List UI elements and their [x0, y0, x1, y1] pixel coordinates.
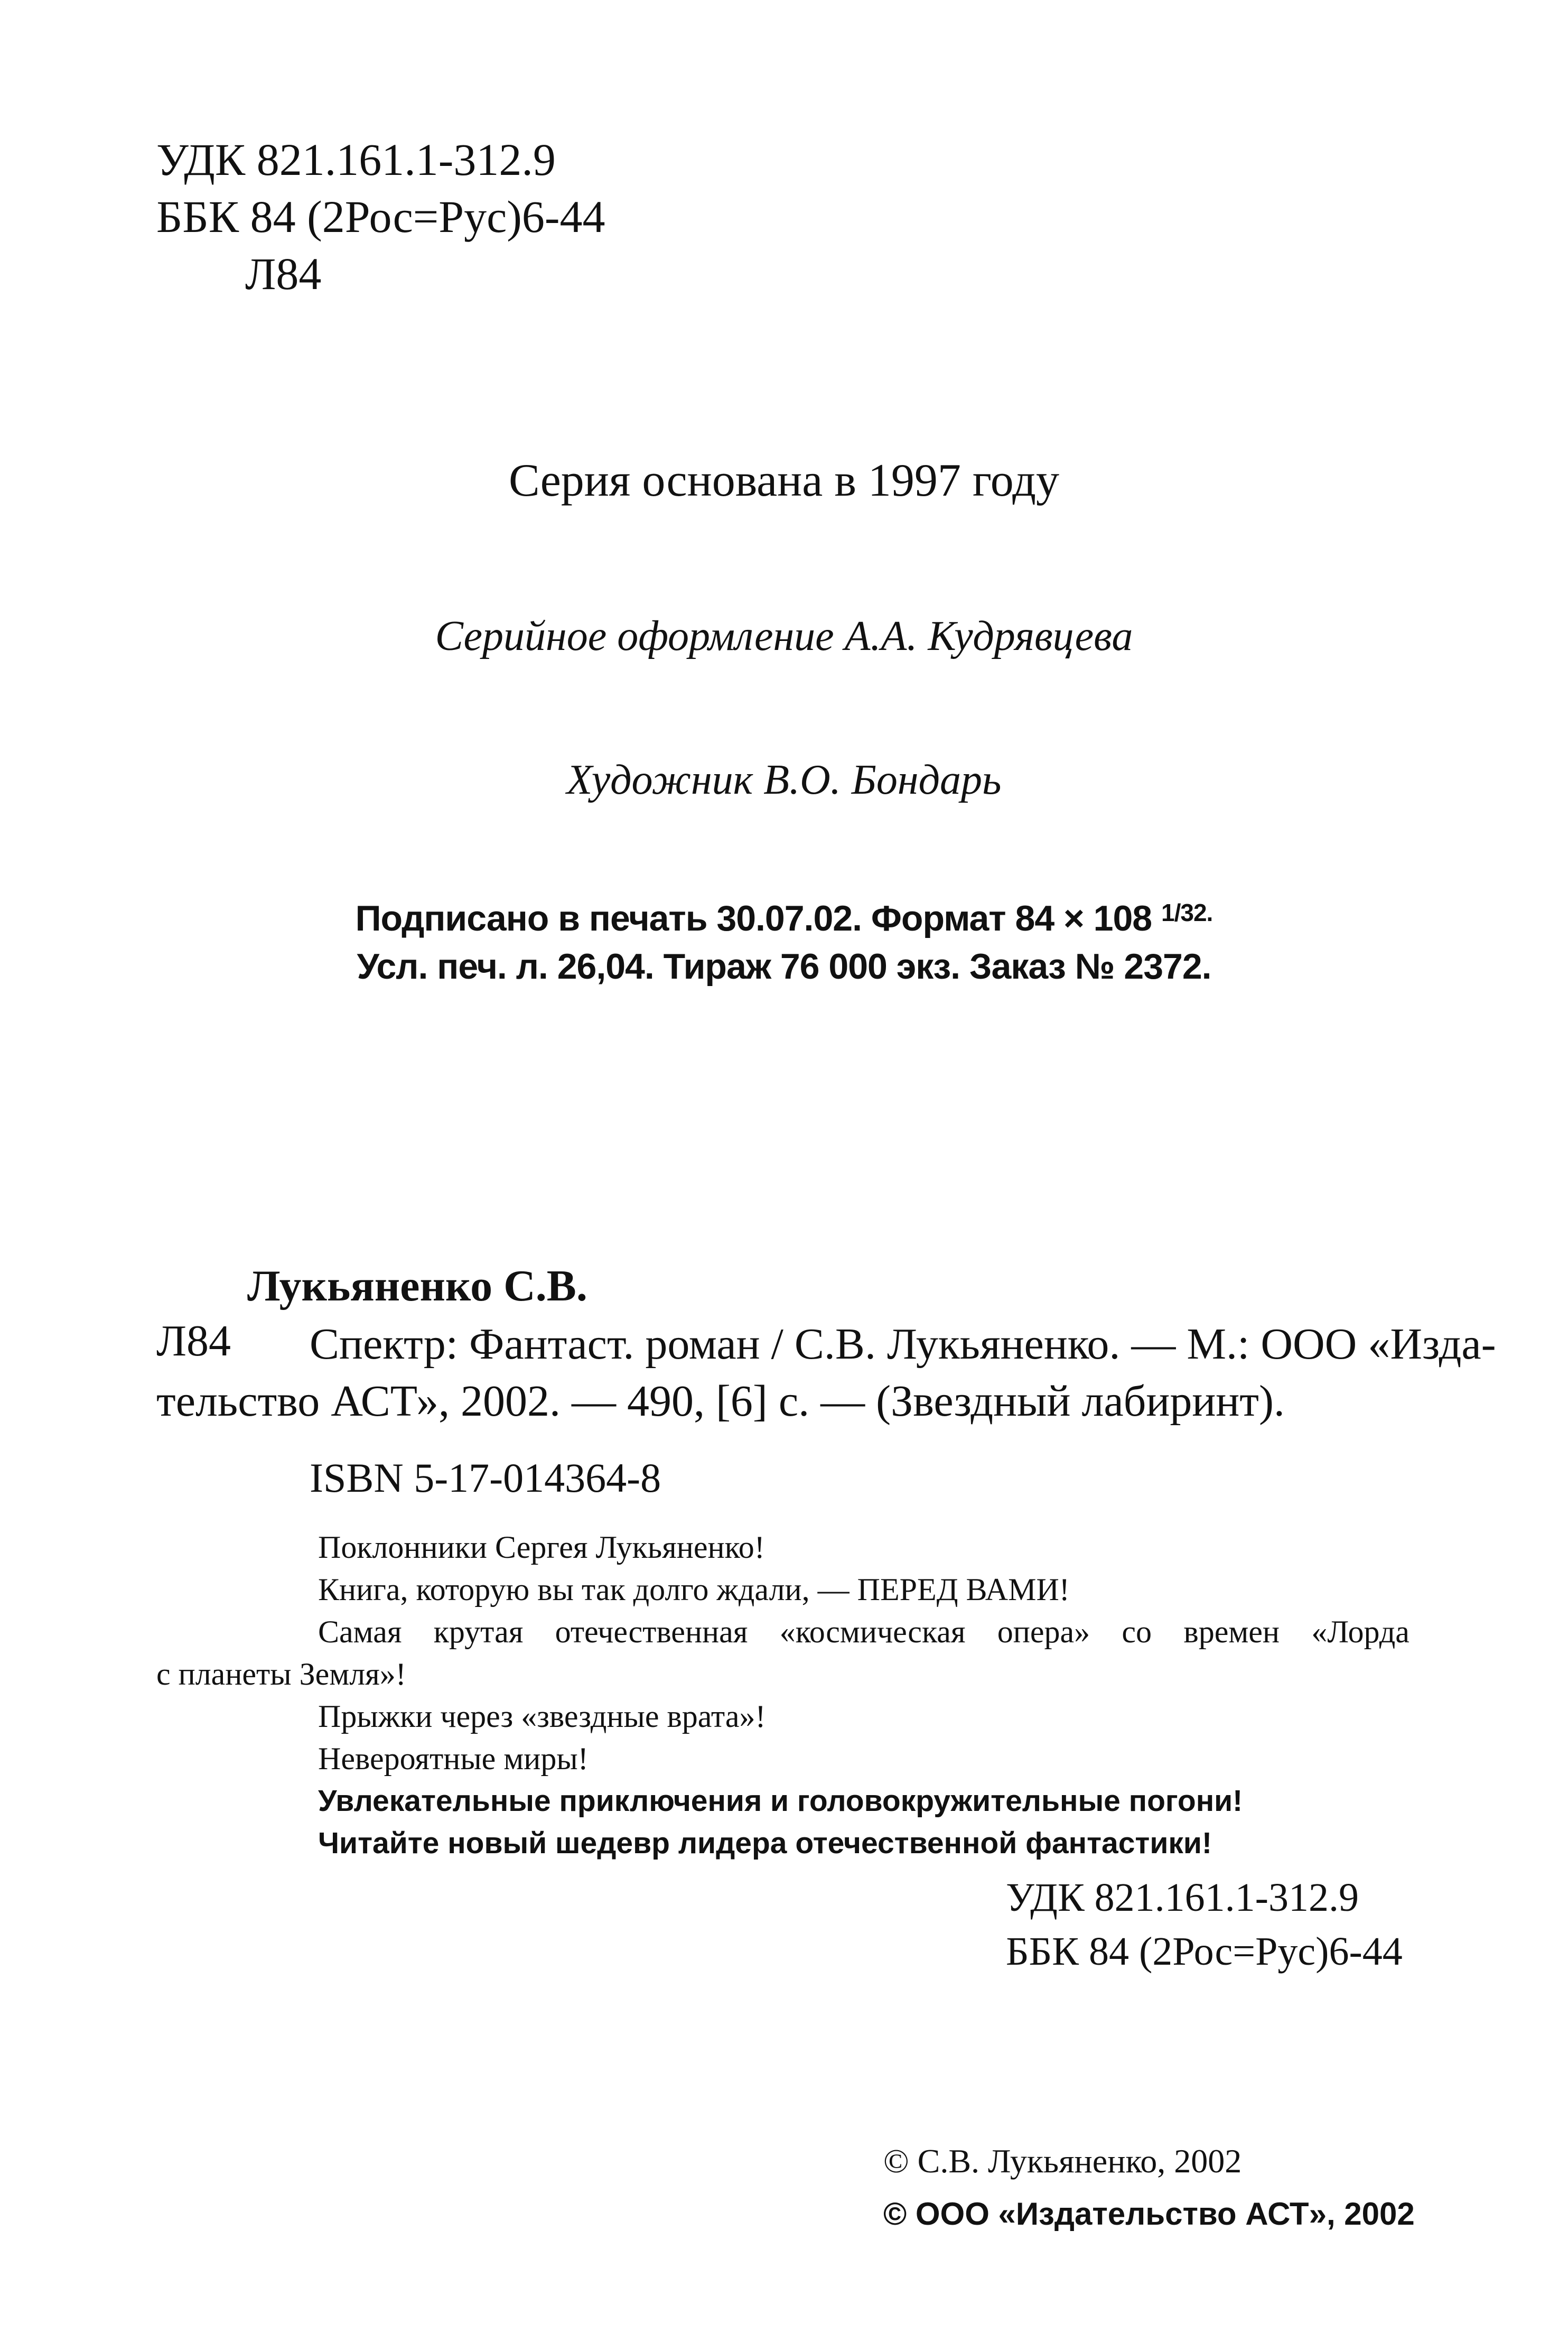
annotation-line-1: Поклонники Сергея Лукьяненко!: [318, 1530, 765, 1565]
author-mark: Л84: [245, 248, 322, 299]
bbk-code: ББК 84 (2Рос=Рус)6-44: [156, 191, 605, 242]
annotation-line-7: Увлекательные приключения и головокружительные погони!: [318, 1784, 1243, 1818]
bottom-classification-block: [1006, 1871, 1403, 1978]
copyright-author: © С.В. Лукьяненко, 2002: [883, 2142, 1242, 2180]
imprint-signed-format: [0, 886, 1568, 940]
annotation-word: крутая: [433, 1614, 524, 1649]
annotation-line-2: Книга, которую вы так долго ждали, — ПЕРЕД ВАМИ!: [318, 1572, 1070, 1607]
annotation-line-5: Прыжки через «звездные врата»!: [318, 1699, 766, 1734]
top-classification-block: [156, 131, 605, 302]
imprint-signed-text: Подписано в печать 30.07.02. Формат 84 × 108: [355, 898, 1152, 938]
isbn: ISBN 5-17-014364-8: [310, 1455, 661, 1501]
catalog-author: Лукьяненко С.В.: [247, 1261, 587, 1311]
annotation-word: «космическая: [779, 1614, 966, 1649]
catalog-description-line-2: тельство АСТ», 2002. — 490, [6] с. — (Звездный лабиринт).: [156, 1377, 1285, 1426]
bottom-bbk-code: ББК 84 (2Рос=Рус)6-44: [1006, 1929, 1403, 1974]
catalog-author-mark: Л84: [156, 1316, 231, 1365]
imprint-print-run: Усл. печ. л. 26,04. Тираж 76 000 экз. Заказ № 2372.: [357, 946, 1211, 987]
series-note: Серия основана в 1997 году: [508, 455, 1060, 506]
bottom-udk-code: УДК 821.161.1-312.9: [1006, 1875, 1359, 1920]
annotation-word: отечественная: [555, 1614, 748, 1649]
udk-code: УДК 821.161.1-312.9: [156, 134, 556, 185]
annotation-block: [156, 1526, 1410, 1864]
format-fraction: 1/32.: [1161, 899, 1213, 926]
copyright-block: [883, 2135, 1415, 2241]
annotation-word: времен: [1183, 1614, 1280, 1649]
series-designer-credit: Серийное оформление А.А. Кудрявцева: [435, 613, 1133, 659]
catalog-description-line-1: Спектр: Фантаст. роман / С.В. Лукьяненко. — М.: ООО «Изда-: [310, 1319, 1496, 1369]
annotation-word: «Лорда: [1311, 1614, 1410, 1649]
copyright-publisher: © ООО «Издательство АСТ», 2002: [883, 2196, 1415, 2232]
annotation-word: опера»: [997, 1614, 1090, 1649]
annotation-line-4: с планеты Земля»!: [156, 1657, 406, 1692]
annotation-word: со: [1122, 1614, 1152, 1649]
imprint-block: [0, 886, 1568, 993]
catalog-description: [156, 1316, 1496, 1430]
artist-credit: Художник В.О. Бондарь: [566, 757, 1002, 803]
annotation-word: Самая: [318, 1614, 402, 1649]
annotation-line-3: [156, 1611, 1410, 1653]
annotation-line-6: Невероятные миры!: [318, 1741, 589, 1776]
annotation-line-8: Читайте новый шедевр лидера отечественной фантастики!: [318, 1826, 1212, 1860]
